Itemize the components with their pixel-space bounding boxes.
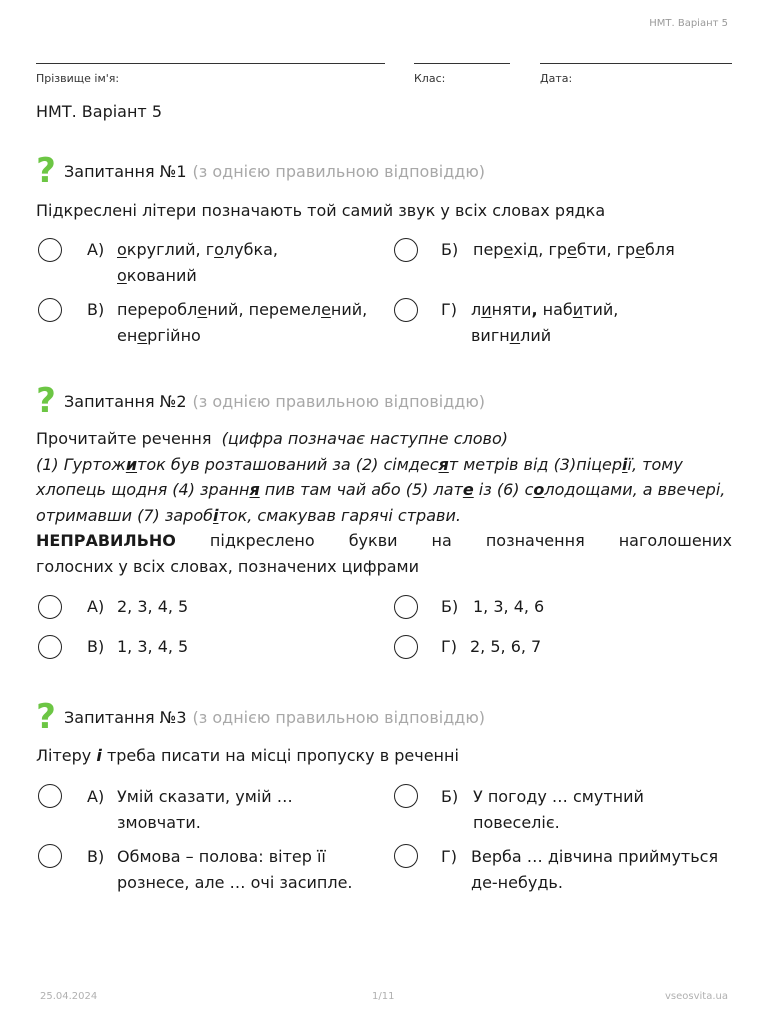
q1-option-b-text: перехід, гребти, гребля <box>473 240 675 259</box>
q2-option-g-radio[interactable] <box>394 635 418 659</box>
q2-option-b-text: 1, 3, 4, 6 <box>473 597 545 616</box>
q3-prompt-letter: і <box>96 746 102 765</box>
name-underline <box>36 63 385 64</box>
q3-prompt-pre: Літеру <box>36 746 92 765</box>
date-field-label: Дата: <box>540 72 573 85</box>
q2-prompt-note: (цифра позначає наступне слово) <box>221 429 509 448</box>
question-mark-icon: ? <box>36 381 56 421</box>
class-underline <box>414 63 510 64</box>
q2-option-a-text: 2, 3, 4, 5 <box>117 597 189 616</box>
q3-option-v-letter: В) <box>87 847 105 866</box>
q1-option-b-radio[interactable] <box>394 238 418 262</box>
footer-date: 25.04.2024 <box>40 991 98 1002</box>
question-mark-icon: ? <box>36 697 56 737</box>
footer-site-link[interactable]: vseosvita.ua <box>665 991 728 1002</box>
question-1-number: Запитання №1 <box>64 161 187 181</box>
q1-option-b-letter: Б) <box>441 240 459 259</box>
name-field-label: Прізвище ім'я: <box>36 72 120 85</box>
date-underline <box>540 63 732 64</box>
q2-option-v-letter: В) <box>87 637 105 656</box>
q1-option-a-text: округлий, голубка, окований <box>117 240 279 285</box>
question-2-heading <box>36 381 486 421</box>
q1-option-v-letter: В) <box>87 300 105 319</box>
q2-task-bold: НЕПРАВИЛЬНО <box>36 531 176 550</box>
q2-option-b-letter: Б) <box>441 597 459 616</box>
q3-prompt-post: треба писати на місці пропуску в реченні <box>106 746 459 765</box>
question-1-prompt: Підкреслені літери позначають той самий звук у всіх словах рядка <box>36 201 606 220</box>
q3-option-a-letter: А) <box>87 787 105 806</box>
question-2-number: Запитання №2 <box>64 391 187 411</box>
q2-option-g-letter: Г) <box>441 637 457 656</box>
q2-option-v-text: 1, 3, 4, 5 <box>117 637 189 656</box>
q1-option-v-text: перероблений, перемелений, енергійно <box>117 300 368 345</box>
question-3-hint: (з однією правильною відповіддю) <box>192 707 486 727</box>
question-2-hint: (з однією правильною відповіддю) <box>192 391 486 411</box>
q2-option-g-text: 2, 5, 6, 7 <box>470 637 542 656</box>
q2-prompt-intro: Прочитайте речення <box>36 429 212 448</box>
question-3-heading <box>36 697 486 737</box>
q2-option-v-radio[interactable] <box>38 635 62 659</box>
q3-option-b-letter: Б) <box>441 787 459 806</box>
header-doc-title: НМТ. Варіант 5 <box>649 18 728 29</box>
q3-option-v-radio[interactable] <box>38 844 62 868</box>
q1-option-v-radio[interactable] <box>38 298 62 322</box>
q3-option-a-radio[interactable] <box>38 784 62 808</box>
question-mark-icon: ? <box>36 151 56 191</box>
q1-option-g-radio[interactable] <box>394 298 418 322</box>
q3-option-g-radio[interactable] <box>394 844 418 868</box>
class-field-label: Клас: <box>414 72 446 85</box>
q2-task-rest: підкреслено букви на позначення наголошених <box>209 531 733 550</box>
q2-sentence: (1) Гуртожиток був розташований за (2) сімдесят метрів від (3)піцерії, тому хлопець щодня (4) зрання пив там чай або (5) лате із (6) солодощами, а ввечері, отримавши (7) заробіток, смакував гарячі страви. <box>36 454 726 525</box>
q3-option-b-radio[interactable] <box>394 784 418 808</box>
question-3-number: Запитання №3 <box>64 707 187 727</box>
q1-option-a-letter: А) <box>87 240 105 259</box>
q2-option-b-radio[interactable] <box>394 595 418 619</box>
question-1-hint: (з однією правильною відповіддю) <box>192 161 486 181</box>
q3-option-a-text: Умій сказати, умій … змовчати. <box>117 787 293 832</box>
question-1-heading <box>36 151 486 191</box>
q2-task-line-2: голосних у всіх словах, позначених цифрами <box>36 556 420 576</box>
question-3-prompt <box>36 743 732 769</box>
q1-option-a-radio[interactable] <box>38 238 62 262</box>
q2-option-a-letter: А) <box>87 597 105 616</box>
q1-option-g-text: линяти, набитий, вигнилий <box>471 300 619 345</box>
q3-option-b-text: У погоду … смутний повеселіє. <box>473 787 644 832</box>
footer-page-number: 1/11 <box>372 991 395 1002</box>
q1-option-g-letter: Г) <box>441 300 457 319</box>
q3-option-g-text: Верба … дівчина приймуться де-небудь. <box>471 847 719 892</box>
q3-option-v-text: Обмова – полова: вітер її рознесе, але … очі засипле. <box>117 847 353 892</box>
question-2-prompt <box>36 426 732 579</box>
page-title: НМТ. Варіант 5 <box>36 102 163 121</box>
q3-option-g-letter: Г) <box>441 847 457 866</box>
q2-option-a-radio[interactable] <box>38 595 62 619</box>
q2-task-line-1 <box>36 528 732 554</box>
